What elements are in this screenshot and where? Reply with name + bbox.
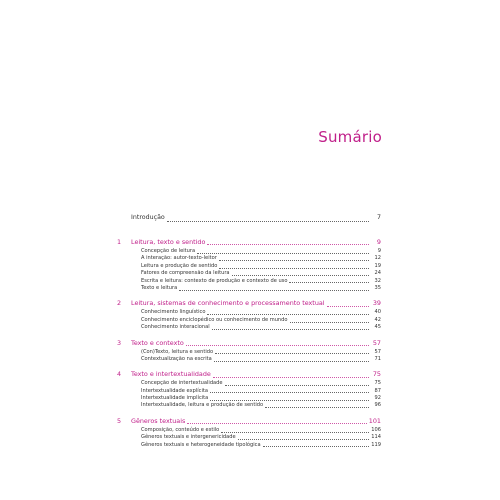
leader-dots xyxy=(212,329,369,330)
toc-section[interactable] xyxy=(117,380,381,387)
toc-chapter[interactable] xyxy=(117,370,381,379)
leader-dots xyxy=(215,353,369,354)
leader-dots xyxy=(232,275,369,276)
toc-chapter-group xyxy=(117,417,381,449)
leader-dots xyxy=(225,385,369,386)
toc-chapter-group xyxy=(117,299,381,331)
section-page: 57 xyxy=(374,348,381,355)
chapter-title: Leitura, texto e sentido xyxy=(131,238,206,246)
toc-section[interactable] xyxy=(117,442,381,449)
chapter-page: 39 xyxy=(372,299,381,308)
leader-dots xyxy=(238,439,369,440)
chapter-title: Gêneros textuais xyxy=(131,416,186,425)
section-page: 42 xyxy=(374,316,381,323)
table-of-contents xyxy=(117,214,381,456)
section-title: Gêneros textuais e heterogeneidade tipológica xyxy=(141,441,261,448)
leader-dots xyxy=(263,446,369,447)
section-page: 32 xyxy=(374,277,381,284)
leader-dots xyxy=(186,345,369,346)
leader-dots xyxy=(207,244,369,245)
toc-section[interactable] xyxy=(117,356,381,363)
toc-section[interactable] xyxy=(117,270,381,277)
leader-dots xyxy=(167,221,369,222)
section-page: 24 xyxy=(374,270,381,277)
toc-section[interactable] xyxy=(117,278,381,285)
leader-dots xyxy=(207,314,369,315)
section-title: Intertextualidade implícita xyxy=(141,395,209,402)
chapter-title: Texto e intertextualidade xyxy=(131,370,211,379)
toc-intro-page: 7 xyxy=(376,214,381,221)
toc-section[interactable] xyxy=(117,434,381,441)
chapter-number: 5 xyxy=(117,416,122,425)
section-title: Conhecimento enciclopédico ou conhecimento de mundo xyxy=(141,316,288,323)
toc-section[interactable] xyxy=(117,285,381,292)
chapter-number: 4 xyxy=(117,370,122,379)
section-page: 35 xyxy=(374,284,381,291)
leader-dots xyxy=(265,407,369,408)
section-title: Escrita e leitura: contexto de produção e contexto de uso xyxy=(141,277,288,284)
toc-section[interactable] xyxy=(117,263,381,270)
leader-dots xyxy=(197,253,369,254)
section-page: 75 xyxy=(374,380,381,387)
toc-section[interactable] xyxy=(117,402,381,409)
toc-chapter-group xyxy=(117,370,381,410)
toc-section[interactable] xyxy=(117,317,381,324)
chapter-page: 75 xyxy=(372,370,381,379)
toc-section[interactable] xyxy=(117,324,381,331)
section-page: 87 xyxy=(374,387,381,394)
section-title: Concepção de leitura xyxy=(141,248,196,254)
leader-dots xyxy=(210,400,369,401)
leader-dots xyxy=(289,282,369,283)
section-page: 19 xyxy=(374,262,381,269)
toc-chapter-group xyxy=(117,238,381,292)
section-page: 45 xyxy=(374,324,381,331)
section-page: 12 xyxy=(374,255,381,262)
chapter-page: 101 xyxy=(368,416,381,425)
section-page: 92 xyxy=(374,395,381,402)
toc-section[interactable] xyxy=(117,349,381,356)
section-title: Intertextualidade, leitura e produção de sentido xyxy=(141,402,264,409)
section-title: Concepção de intertextualidade xyxy=(141,380,223,387)
chapter-title: Texto e contexto xyxy=(131,338,184,347)
leader-dots xyxy=(210,392,369,393)
leader-dots xyxy=(221,432,369,433)
toc-chapter[interactable] xyxy=(117,339,381,348)
section-title: A interação: autor-texto-leitor xyxy=(141,255,217,262)
leader-dots xyxy=(290,322,370,323)
section-title: Gêneros textuais e intergenericidade xyxy=(141,434,236,441)
chapter-title: Leitura, sistemas de conhecimento e processamento textual xyxy=(131,299,325,308)
toc-chapter-group xyxy=(117,339,381,364)
section-title: Contextualização na escrita xyxy=(141,355,212,362)
page-title: Sumário xyxy=(318,128,382,146)
section-title: Fatores de compreensão da leitura xyxy=(141,270,230,277)
section-title: Composição, conteúdo e estilo xyxy=(141,426,220,433)
leader-dots xyxy=(187,423,366,424)
section-page: 9 xyxy=(377,248,381,254)
chapter-number: 3 xyxy=(117,338,122,347)
section-title: Conhecimento interacional xyxy=(141,324,210,331)
toc-chapter[interactable] xyxy=(117,299,381,308)
toc-section[interactable] xyxy=(117,309,381,316)
toc-chapter[interactable] xyxy=(117,417,381,426)
leader-dots xyxy=(219,260,369,261)
section-title: Conhecimento linguístico xyxy=(141,309,206,316)
chapter-number: 1 xyxy=(117,238,122,246)
section-title: (Con)Texto, leitura e sentido xyxy=(141,348,214,355)
leader-dots xyxy=(219,268,369,269)
section-page: 119 xyxy=(371,441,381,448)
toc-chapter[interactable] xyxy=(117,238,381,247)
section-title: Leitura e produção de sentido xyxy=(141,262,218,269)
section-page: 40 xyxy=(374,309,381,316)
toc-section[interactable] xyxy=(117,395,381,402)
chapter-number: 2 xyxy=(117,299,122,308)
toc-section[interactable] xyxy=(117,248,381,255)
toc-section[interactable] xyxy=(117,255,381,262)
leader-dots xyxy=(214,361,369,362)
chapter-page: 9 xyxy=(376,238,381,246)
section-page: 114 xyxy=(371,434,381,441)
leader-dots xyxy=(327,306,369,307)
toc-intro[interactable] xyxy=(117,214,381,224)
chapter-page: 57 xyxy=(372,338,381,347)
section-title: Texto e leitura xyxy=(141,284,178,291)
section-page: 71 xyxy=(374,355,381,362)
toc-intro-title: Introdução xyxy=(131,214,165,221)
section-page: 96 xyxy=(374,402,381,409)
toc-section[interactable] xyxy=(117,388,381,395)
leader-dots xyxy=(179,290,369,291)
leader-dots xyxy=(213,377,369,378)
section-title: Intertextualidade explícita xyxy=(141,387,208,394)
section-page: 106 xyxy=(371,426,381,433)
